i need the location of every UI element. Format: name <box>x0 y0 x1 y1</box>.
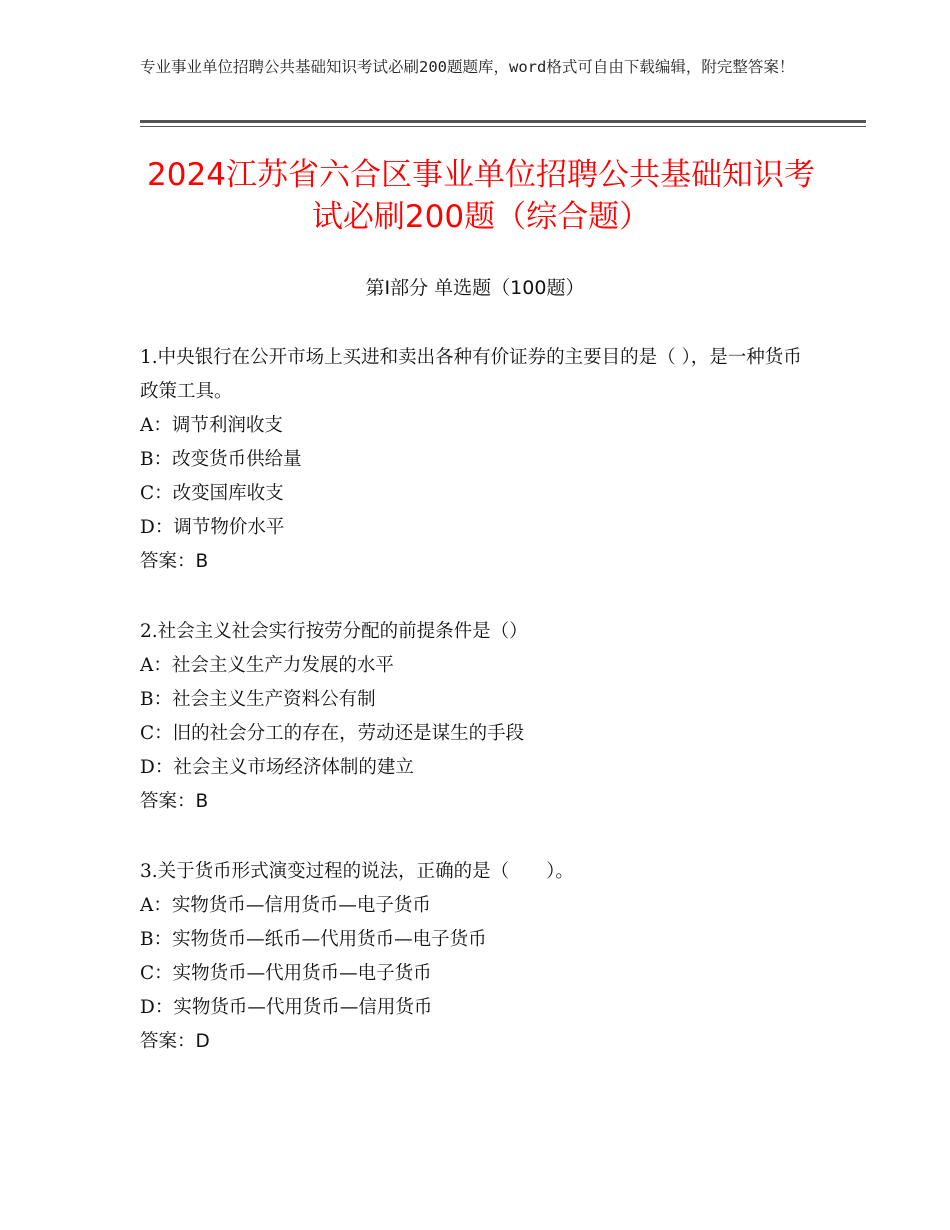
option-b: B：改变货币供给量 <box>140 449 302 470</box>
document-title: 2024江苏省六合区事业单位招聘公共基础知识考试必刷200题（综合题） <box>147 157 815 235</box>
option-b: B：实物货币—纸币—代用货币—电子货币 <box>140 929 487 950</box>
question-3 <box>140 855 820 1059</box>
header-note: 专业事业单位招聘公共基础知识考试必刷200题题库，word格式可自由下载编辑，附完整答案！ <box>140 58 795 76</box>
section-title: 第Ⅰ部分 单选题（100题） <box>365 277 585 299</box>
answer: 答案：B <box>140 791 209 812</box>
option-c: C：改变国库收支 <box>140 483 284 504</box>
option-c: C：实物货币—代用货币—电子货币 <box>140 963 432 984</box>
option-d: D：社会主义市场经济体制的建立 <box>140 757 414 778</box>
question-stem: 3.关于货币形式演变过程的说法，正确的是（ ）。 <box>140 861 574 882</box>
question-stem: 1.中央银行在公开市场上买进和卖出各种有价证券的主要目的是（ ），是一种货币政策工具。 <box>140 347 802 402</box>
option-d: D：实物货币—代用货币—信用货币 <box>140 997 433 1018</box>
option-b: B：社会主义生产资料公有制 <box>140 689 376 710</box>
header-rule-thick <box>140 120 866 123</box>
answer: 答案：B <box>140 551 209 572</box>
question-1 <box>140 341 820 579</box>
question-stem: 2.社会主义社会实行按劳分配的前提条件是（） <box>140 621 528 642</box>
option-c: C：旧的社会分工的存在，劳动还是谋生的手段 <box>140 723 525 744</box>
option-d: D：调节物价水平 <box>140 517 285 538</box>
option-a: A：实物货币—信用货币—电子货币 <box>140 895 431 916</box>
question-2 <box>140 615 820 819</box>
option-a: A：社会主义生产力发展的水平 <box>140 655 394 676</box>
option-a: A：调节利润收支 <box>140 415 283 436</box>
answer: 答案：D <box>140 1031 210 1052</box>
header-rule-thin <box>140 126 866 127</box>
question-list <box>140 341 820 1095</box>
